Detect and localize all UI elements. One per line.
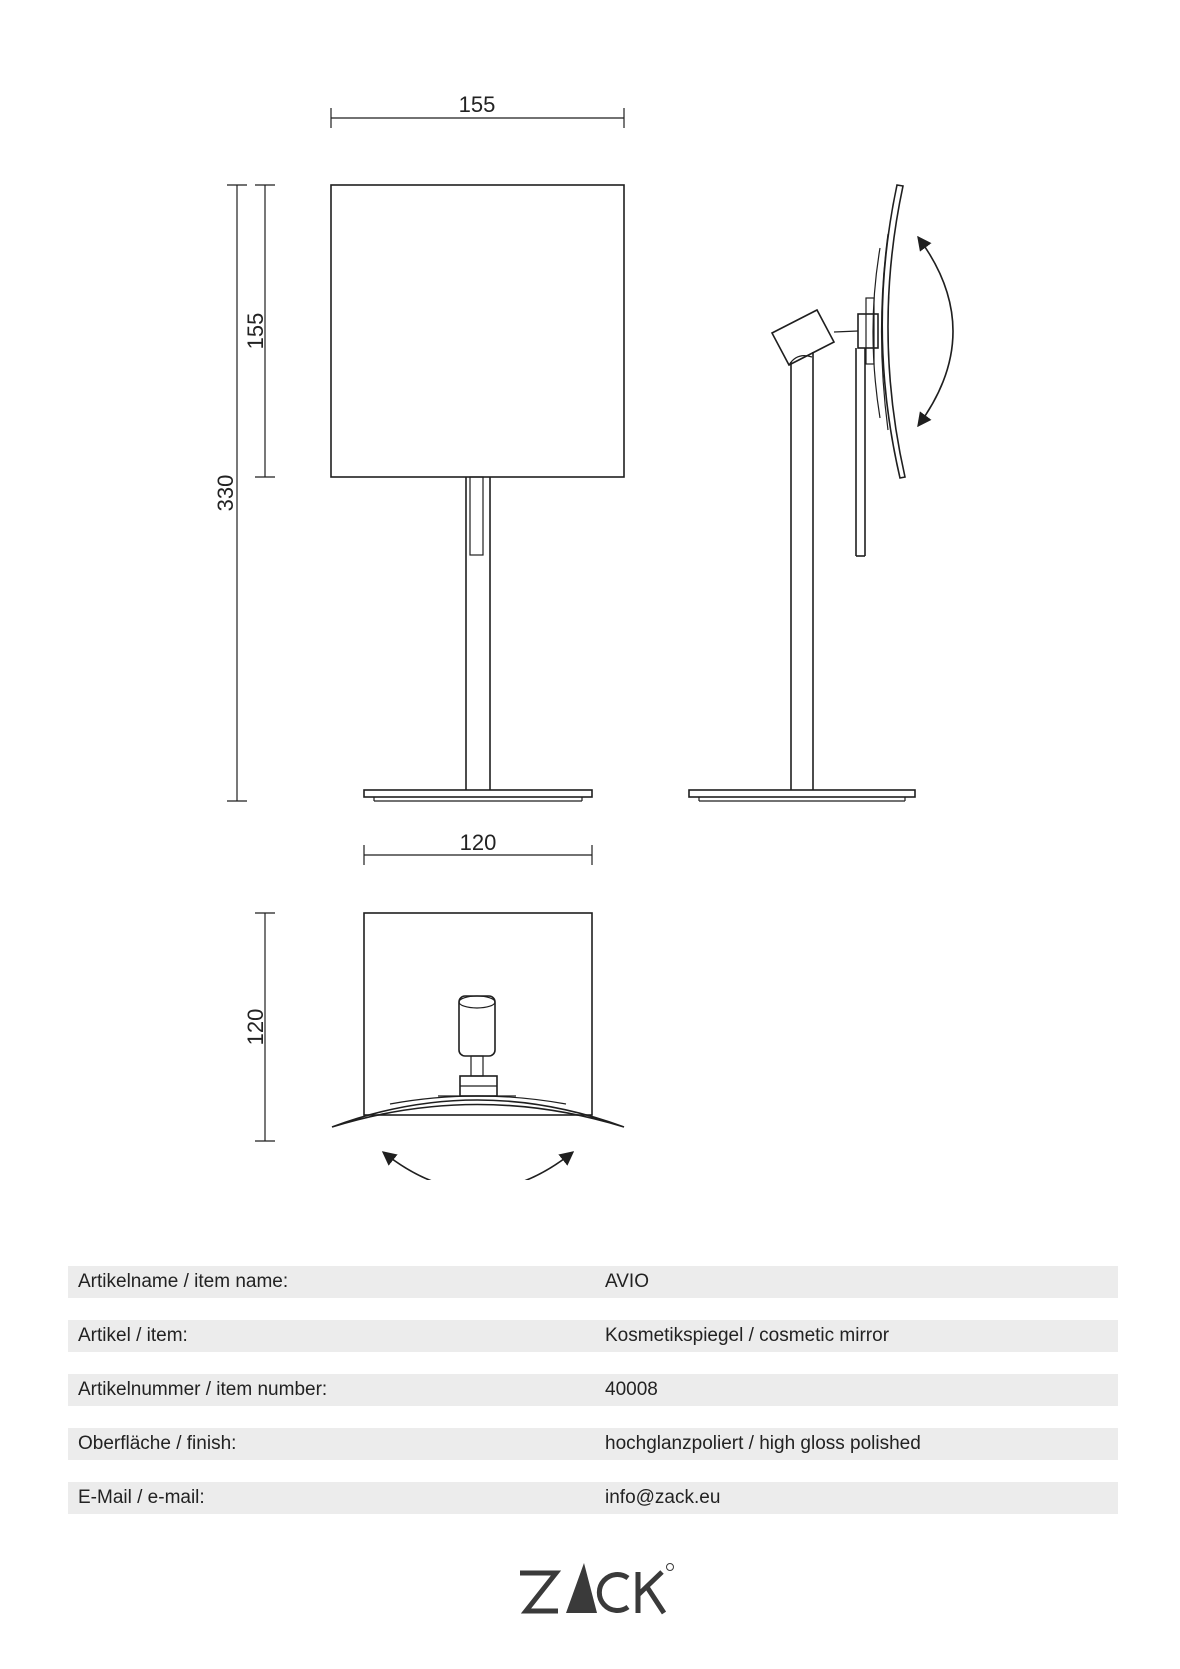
spec-row-finish	[68, 1428, 1118, 1460]
front-square-height-label: 155	[243, 312, 268, 350]
spec-value: AVIO	[605, 1271, 649, 1292]
spec-row-email	[68, 1482, 1118, 1514]
spec-label: Artikel / item:	[78, 1325, 188, 1346]
side-mirror-curve	[882, 185, 905, 478]
top-view	[243, 830, 624, 1180]
front-total-height-label: 330	[213, 474, 238, 512]
front-width-dimension	[331, 92, 624, 128]
top-rotate-arrow	[383, 1152, 573, 1180]
top-width-label: 120	[459, 830, 497, 855]
side-base	[689, 790, 915, 801]
spec-value: 40008	[605, 1379, 658, 1400]
side-hub	[858, 314, 878, 348]
top-joint	[459, 996, 497, 1096]
spec-label: E-Mail / e-mail:	[78, 1487, 205, 1508]
spec-value: Kosmetikspiegel / cosmetic mirror	[605, 1325, 890, 1346]
front-view	[213, 92, 624, 801]
top-mirror-curve	[332, 1100, 624, 1127]
front-total-height-dimension	[213, 185, 247, 801]
spec-label: Artikelname / item name:	[78, 1271, 289, 1292]
spec-row-item-number	[68, 1374, 1118, 1406]
side-joint	[772, 310, 834, 365]
spec-table	[68, 1266, 1118, 1536]
top-depth-dimension	[243, 913, 275, 1141]
top-width-dimension	[364, 830, 592, 865]
side-view	[689, 185, 953, 801]
spec-value: hochglanzpoliert / high gloss polished	[605, 1433, 921, 1454]
top-outline-square	[364, 913, 592, 1115]
top-depth-label: 120	[243, 1008, 268, 1046]
side-tilt-arrow	[918, 237, 953, 426]
front-post	[466, 477, 490, 790]
front-square-height-dimension	[243, 185, 275, 477]
zack-logo	[500, 1545, 700, 1625]
spec-label: Artikelnummer / item number:	[78, 1379, 328, 1400]
front-base	[364, 790, 592, 801]
spec-value: info@zack.eu	[605, 1487, 721, 1508]
spec-row-item	[68, 1320, 1118, 1352]
front-width-label: 155	[458, 92, 496, 117]
spec-row-item-name	[68, 1266, 1118, 1298]
mirror-front-square	[331, 185, 624, 477]
spec-label: Oberfläche / finish:	[78, 1433, 237, 1454]
